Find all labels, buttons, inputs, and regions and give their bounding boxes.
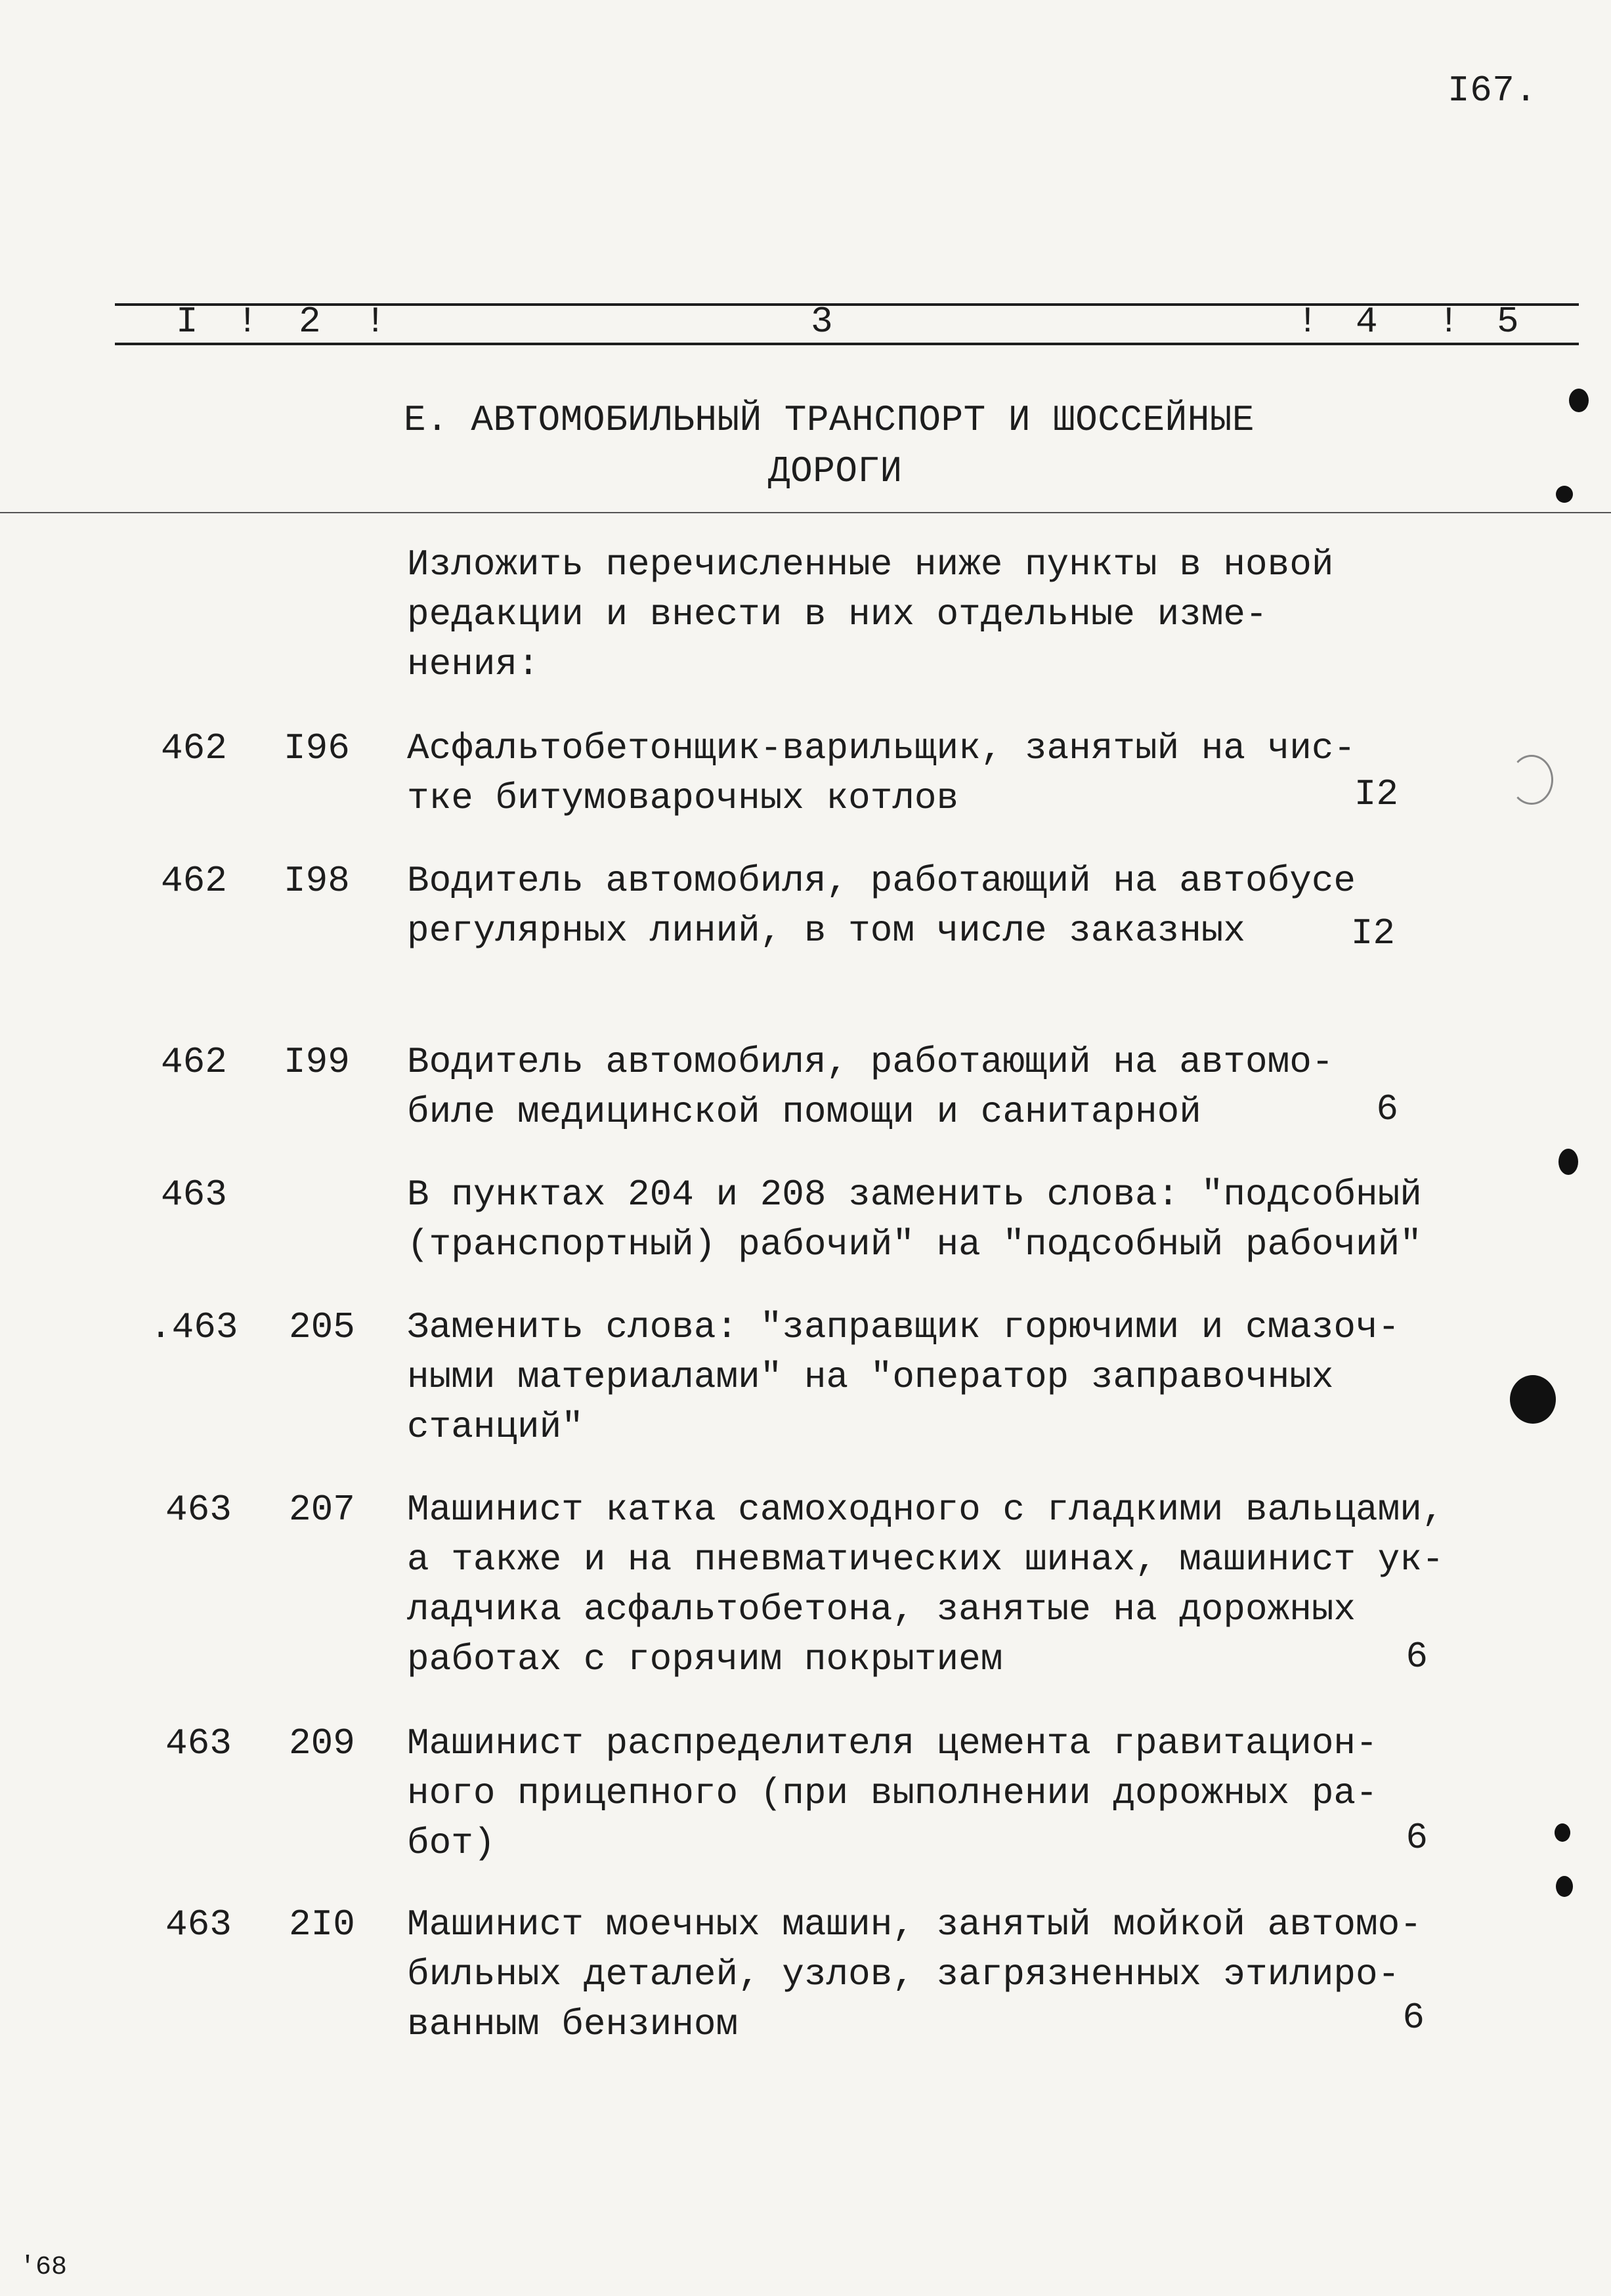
header-col-5: 5 bbox=[1497, 301, 1519, 343]
header-col-2: 2 bbox=[299, 301, 321, 343]
entry-line: Водитель автомобиля, работающий на автобусе bbox=[407, 860, 1356, 902]
entry-line: Машинист катка самоходного с гладкими вальцами, bbox=[407, 1489, 1444, 1531]
entry-page: 462 bbox=[161, 860, 227, 902]
entry-page: 463 bbox=[165, 1903, 232, 1945]
entry-value: 6 bbox=[1406, 1636, 1428, 1678]
entry-item: I98 bbox=[284, 860, 350, 902]
entry-item: 2I0 bbox=[289, 1903, 355, 1945]
entry-line: тке битумоварочных котлов bbox=[407, 777, 959, 819]
intro-line: редакции и внести в них отдельные изме- bbox=[407, 593, 1268, 635]
pencil-mark bbox=[1510, 755, 1553, 805]
entry-item: I99 bbox=[284, 1041, 350, 1083]
page-number: I67. bbox=[1448, 70, 1537, 112]
entry-page: 462 bbox=[161, 727, 227, 769]
entry-line: Асфальтобетонщик-варильщик, занятый на чис- bbox=[407, 727, 1356, 769]
entry-line: ванным бензином bbox=[407, 2003, 739, 2045]
header-sep-1: ! bbox=[236, 301, 259, 343]
entry-line: Заменить слова: "заправщик горючими и смазоч- bbox=[407, 1306, 1400, 1348]
intro-line: нения: bbox=[407, 643, 540, 685]
header-sep-2: ! bbox=[364, 301, 387, 343]
entry-line: Машинист моечных машин, занятый мойкой автомо- bbox=[407, 1903, 1422, 1945]
entry-line: ными материалами" на "оператор заправочных bbox=[407, 1356, 1334, 1398]
entry-value: I2 bbox=[1350, 912, 1395, 954]
entry-page: 463 bbox=[165, 1722, 232, 1764]
ink-spot bbox=[1558, 1149, 1578, 1175]
section-title-line1: Е. АВТОМОБИЛЬНЫЙ ТРАНСПОРТ И ШОССЕЙНЫЕ bbox=[404, 399, 1255, 441]
header-sep-3: ! bbox=[1297, 301, 1319, 343]
ink-spot bbox=[1555, 1823, 1570, 1842]
entry-page: .463 bbox=[150, 1306, 238, 1348]
header-col-1: I bbox=[176, 301, 198, 343]
punch-hole bbox=[1510, 1375, 1556, 1424]
entry-line: работах с горячим покрытием bbox=[407, 1638, 1003, 1680]
section-divider bbox=[0, 512, 1611, 513]
entry-page: 463 bbox=[165, 1489, 232, 1531]
header-col-3: 3 bbox=[811, 301, 833, 343]
ink-spot bbox=[1569, 389, 1589, 412]
entry-item: 205 bbox=[289, 1306, 355, 1348]
header-rule-bottom bbox=[115, 343, 1579, 345]
corner-mark: '68 bbox=[20, 2253, 68, 2282]
entry-line: регулярных линий, в том числе заказных bbox=[407, 910, 1246, 952]
ink-spot bbox=[1556, 1876, 1573, 1897]
entry-value: 6 bbox=[1406, 1817, 1428, 1859]
entry-line: (транспортный) рабочий" на "подсобный рабочий" bbox=[407, 1223, 1422, 1265]
entry-line: Машинист распределителя цемента гравитацион- bbox=[407, 1722, 1378, 1764]
header-col-4: 4 bbox=[1356, 301, 1378, 343]
section-title-line2: ДОРОГИ bbox=[768, 450, 903, 492]
entry-value: I2 bbox=[1354, 773, 1398, 815]
entry-line: а также и на пневматических шинах, машинист ук- bbox=[407, 1539, 1444, 1581]
entry-value: 6 bbox=[1402, 1997, 1425, 2039]
entry-page: 462 bbox=[161, 1041, 227, 1083]
entry-item: I96 bbox=[284, 727, 350, 769]
entry-line: ного прицепного (при выполнении дорожных ра- bbox=[407, 1772, 1378, 1814]
header-sep-4: ! bbox=[1438, 301, 1460, 343]
entry-item: 209 bbox=[289, 1722, 355, 1764]
ink-spot bbox=[1556, 486, 1573, 503]
entry-line: Водитель автомобиля, работающий на автомо- bbox=[407, 1041, 1334, 1083]
entry-line: ладчика асфальтобетона, занятые на дорожных bbox=[407, 1588, 1356, 1630]
entry-page: 463 bbox=[161, 1174, 227, 1216]
entry-line: станций" bbox=[407, 1406, 584, 1448]
entry-line: бильных деталей, узлов, загрязненных этилиро- bbox=[407, 1953, 1400, 1995]
entry-line: бот) bbox=[407, 1822, 496, 1864]
entry-line: биле медицинской помощи и санитарной bbox=[407, 1091, 1201, 1133]
entry-item: 207 bbox=[289, 1489, 355, 1531]
intro-line: Изложить перечисленные ниже пункты в новой bbox=[407, 543, 1334, 585]
entry-line: В пунктах 204 и 208 заменить слова: "подсобный bbox=[407, 1174, 1422, 1216]
entry-value: 6 bbox=[1376, 1088, 1398, 1130]
